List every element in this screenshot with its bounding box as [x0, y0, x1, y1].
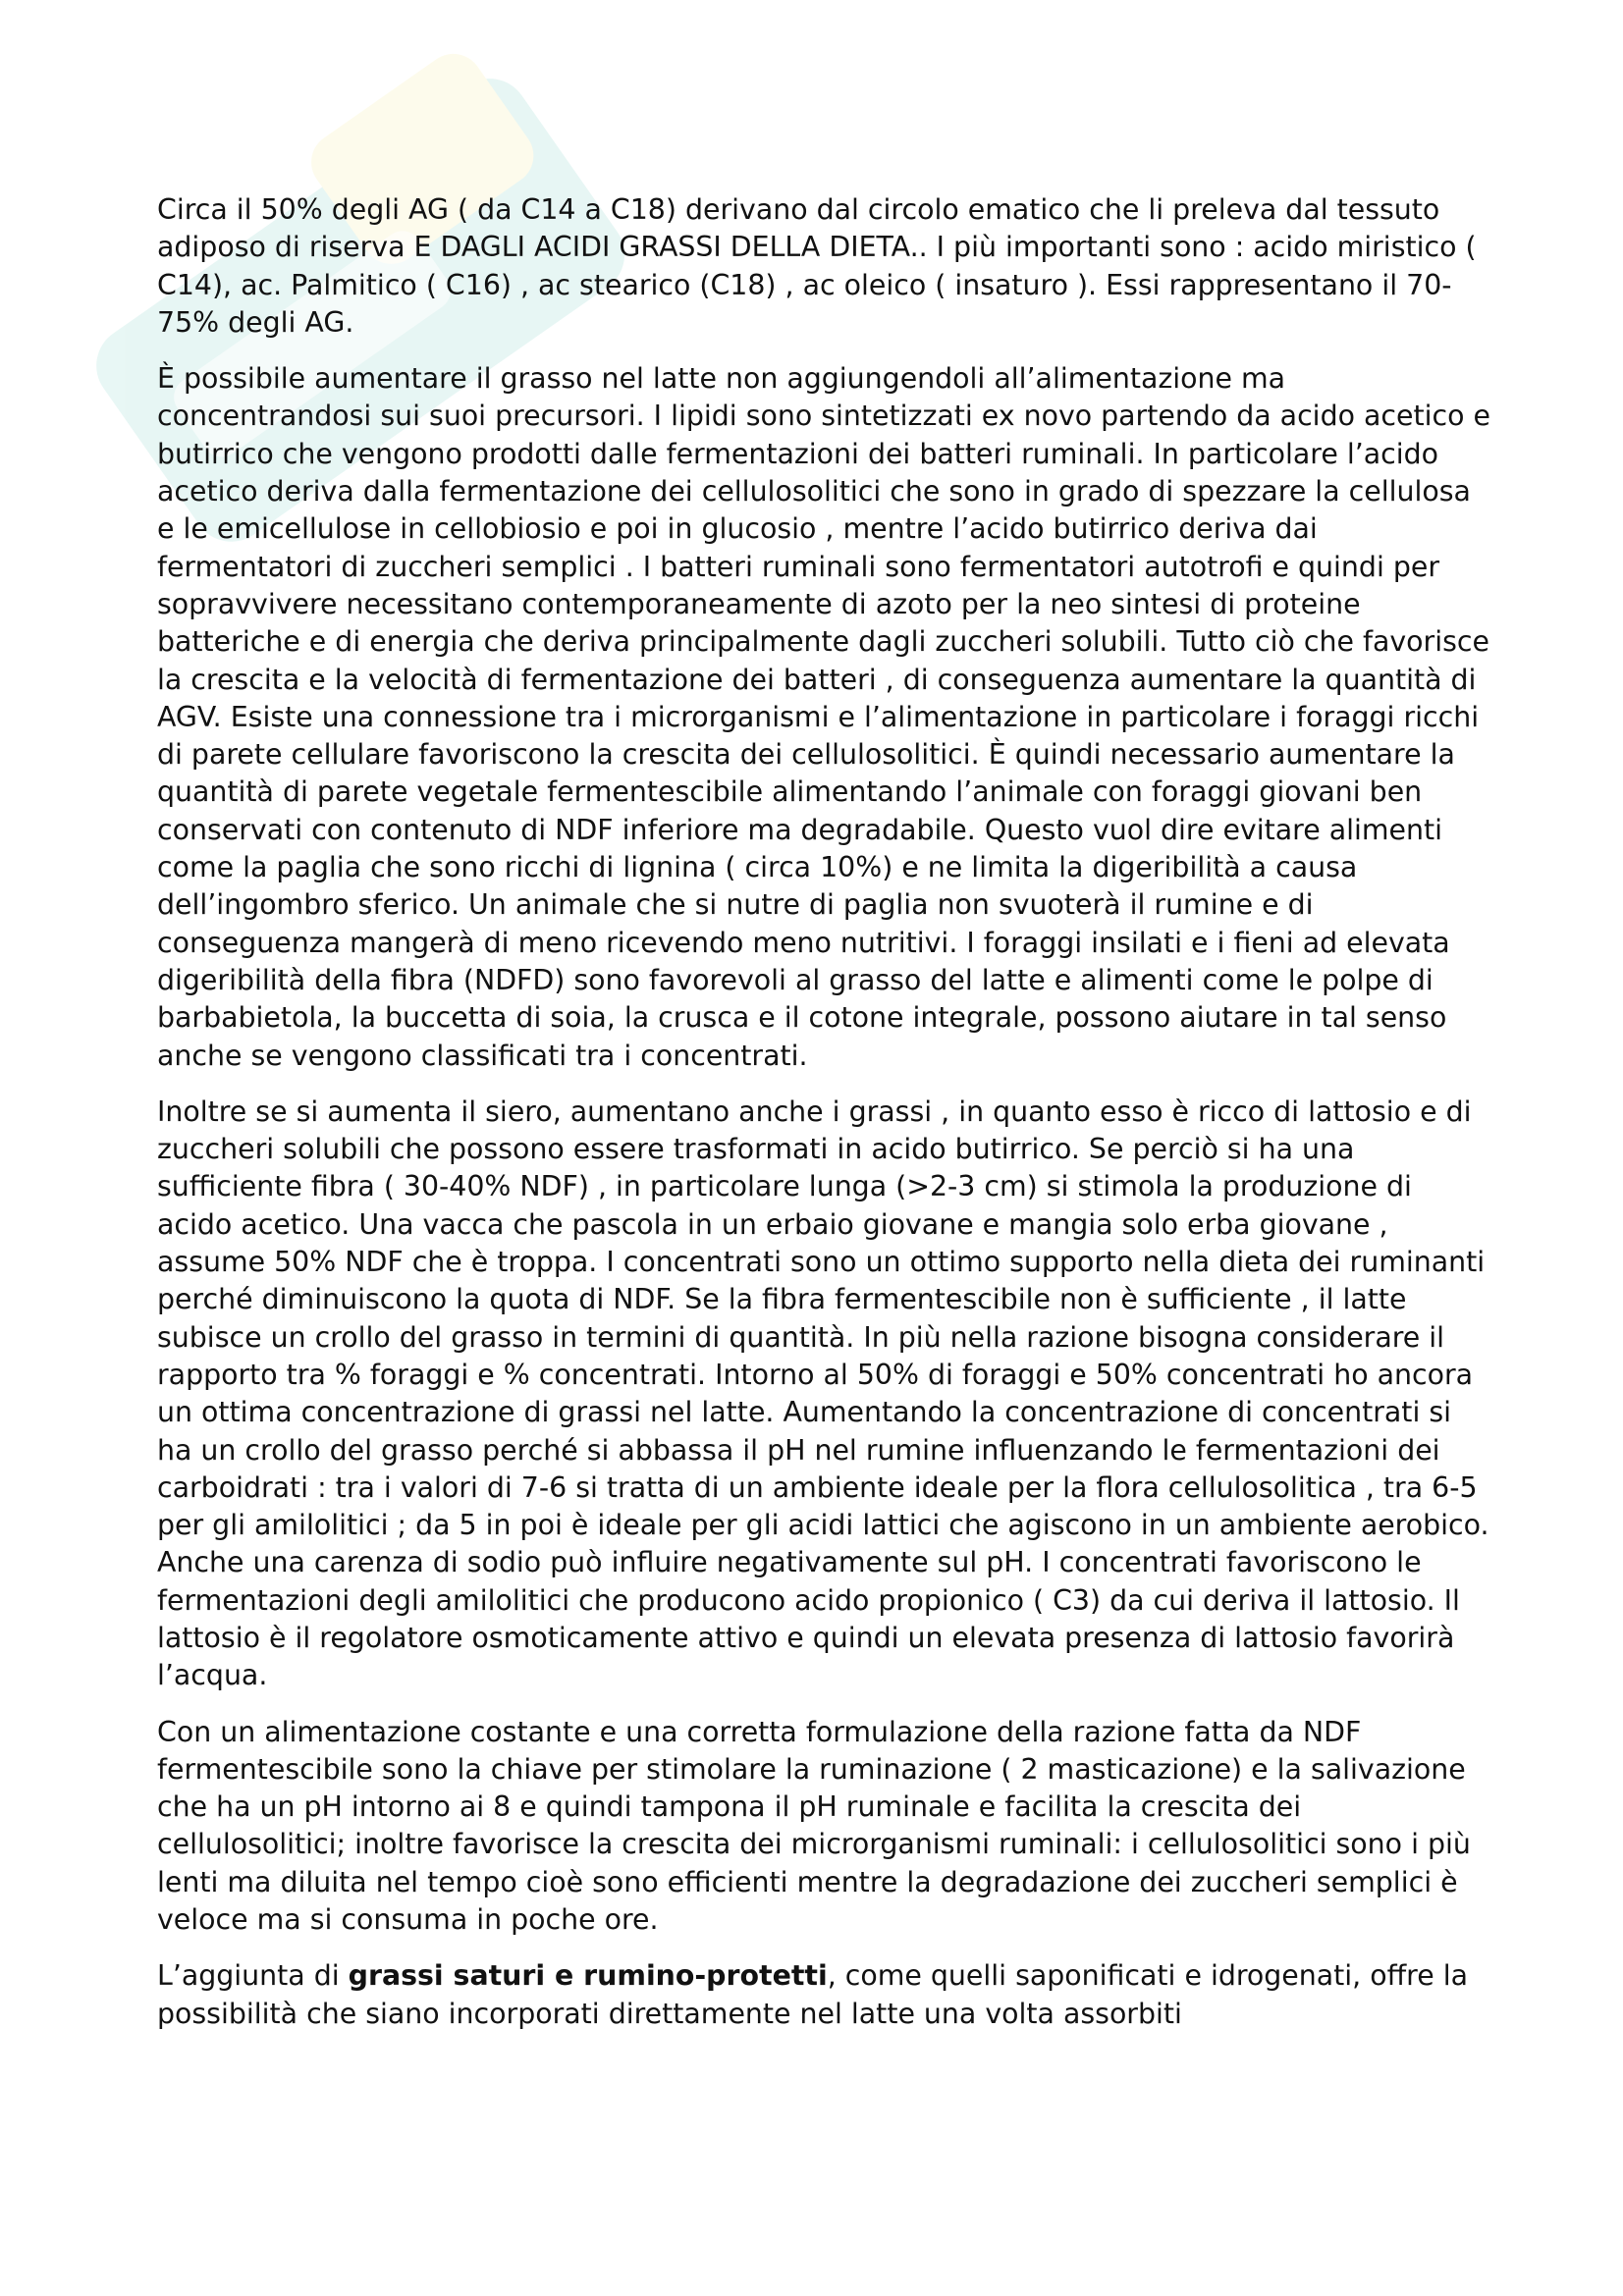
- document-body: [157, 191, 1492, 2052]
- text-after-bold: , come quelli saponificati e idrogenati, offre la possibilità che siano incorporati direttamente nel latte una volta assorbiti: [157, 1959, 1468, 2030]
- bold-phrase: grassi saturi e rumino-protetti: [348, 1959, 828, 1993]
- paragraph-last: [157, 1957, 1492, 2033]
- paragraph: Inoltre se si aumenta il siero, aumentano anche i grassi , in quanto esso è ricco di lattosio e di zuccheri solubili che possono essere trasformati in acido butirrico. Se perciò si ha una sufficiente fibra ( 30-40% NDF) , in particolare lunga (>2-3 cm) si stimola la produzione di acido acetico. Una vacca che pascola in un erbaio giovane e mangia solo erba giovane , assume 50% NDF che è troppa. I concentrati sono un ottimo supporto nella dieta dei ruminanti perché diminuiscono la quota di NDF. Se la fibra fermentescibile non è sufficiente , il latte subisce un crollo del grasso in termini di quantità. In più nella razione bisogna considerare il rapporto tra % foraggi e % concentrati. Intorno al 50% di foraggi e 50% concentrati ho ancora un ottima concentrazione di grassi nel latte. Aumentando la concentrazione di concentrati si ha un crollo del grasso perché si abbassa il pH nel rumine influenzando le fermentazioni dei carboidrati : tra i valori di 7-6 si tratta di un ambiente ideale per la flora cellulosolitica , tra 6-5 per gli amilolitici ; da 5 in poi è ideale per gli acidi lattici che agiscono in un ambiente aerobico. Anche una carenza di sodio può influire negativamente sul pH. I concentrati favoriscono le fermentazioni degli amilolitici che producono acido propionico ( C3) da cui deriva il lattosio. Il lattosio è il regolatore osmoticamente attivo e quindi un elevata presenza di lattosio favorirà l’acqua.: [157, 1095, 1489, 1692]
- paragraph: Con un alimentazione costante e una corretta formulazione della razione fatta da NDF fermentescibile sono la chiave per stimolare la ruminazione ( 2 masticazione) e la salivazione che ha un pH intorno ai 8 e quindi tampona il pH ruminale e facilita la crescita dei cellulosolitici; inoltre favorisce la crescita dei microrganismi ruminali: i cellulosolitici sono i più lenti ma diluita nel tempo cioè sono efficienti mentre la degradazione dei zuccheri semplici è veloce ma si consuma in poche ore.: [157, 1715, 1471, 1937]
- paragraph: Circa il 50% degli AG ( da C14 a C18) derivano dal circolo ematico che li preleva dal tessuto adiposo di riserva E DAGLI ACIDI GRASSI DELLA DIETA.. I più importanti sono : acido miristico ( C14), ac. Palmitico ( C16) , ac stearico (C18) , ac oleico ( insaturo ). Essi rappresentano il 70-75% degli AG.: [157, 193, 1477, 339]
- text-before-bold: L’aggiunta di: [157, 1959, 349, 1993]
- paragraph: È possibile aumentare il grasso nel latte non aggiungendoli all’alimentazione ma concentrandosi sui suoi precursori. I lipidi sono sintetizzati ex novo partendo da acido acetico e butirrico che vengono prodotti dalle fermentazioni dei batteri ruminali. In particolare l’acido acetico deriva dalla fermentazione dei cellulosolitici che sono in grado di spezzare la cellulosa e le emicellulose in cellobiosio e poi in glucosio , mentre l’acido butirrico deriva dai fermentatori di zuccheri semplici . I batteri ruminali sono fermentatori autotrofi e quindi per sopravvivere necessitano contemporaneamente di azoto per la neo sintesi di proteine batteriche e di energia che deriva principalmente dagli zuccheri solubili. Tutto ciò che favorisce la crescita e la velocità di fermentazione dei batteri , di conseguenza aumentare la quantità di AGV. Esiste una connessione tra i microrganismi e l’alimentazione in particolare i foraggi ricchi di parete cellulare favoriscono la crescita dei cellulosolitici. È quindi necessario aumentare la quantità di parete vegetale fermentescibile alimentando l’animale con foraggi giovani ben conservati con contenuto di NDF inferiore ma degradabile. Questo vuol dire evitare alimenti come la paglia che sono ricchi di lignina ( circa 10%) e ne limita la digeribilità a causa dell’ingombro sferico. Un animale che si nutre di paglia non svuoterà il rumine e di conseguenza mangerà di meno ricevendo meno nutritivi. I foraggi insilati e i fieni ad elevata digeribilità della fibra (NDFD) sono favorevoli al grasso del latte e alimenti come le polpe di barbabietola, la buccetta di soia, la crusca e il cotone integrale, possono aiutare in tal senso anche se vengono classificati tra i concentrati.: [157, 362, 1490, 1072]
